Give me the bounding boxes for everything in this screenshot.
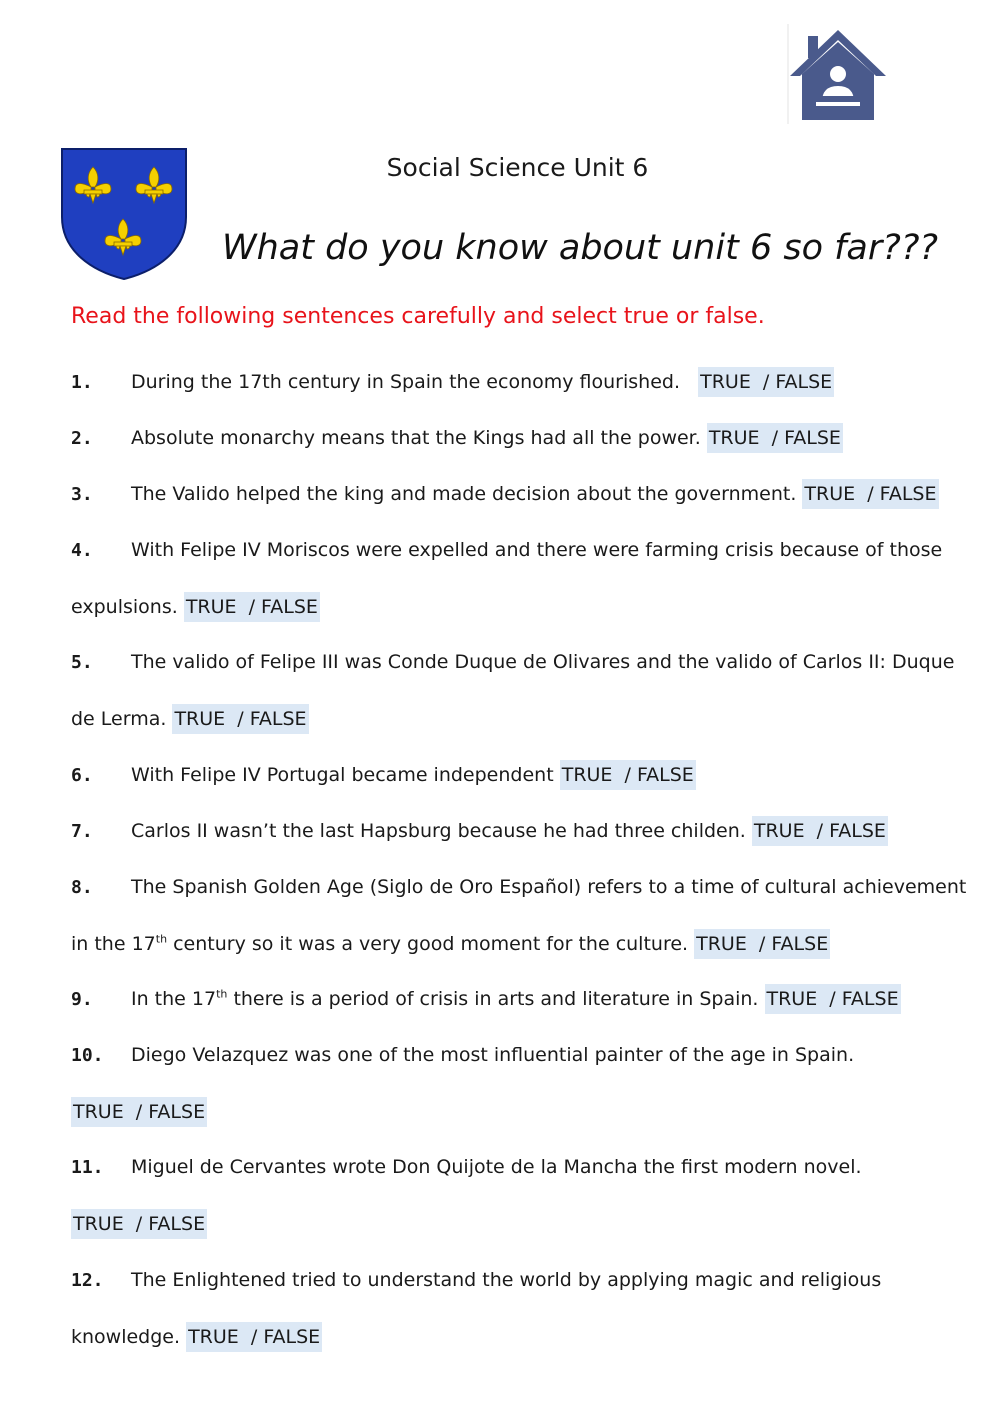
question-number: 3. (71, 484, 93, 505)
question-5 (71, 634, 971, 747)
question-12 (71, 1252, 971, 1365)
question-number: 1. (71, 372, 93, 393)
question-9 (71, 971, 971, 1028)
true-false-selector[interactable]: TRUE / FALSE (707, 423, 843, 453)
page-title: What do you know about unit 6 so far??? (222, 228, 938, 268)
question-number: 10. (71, 1045, 104, 1066)
question-text: With Felipe IV Moriscos were expelled and there were farming crisis because of those expulsions. (71, 539, 943, 618)
question-number: 9. (71, 989, 93, 1010)
question-10 (71, 1027, 971, 1140)
question-number: 2. (71, 428, 93, 449)
true-false-selector[interactable]: TRUE / FALSE (172, 704, 308, 734)
question-7 (71, 803, 971, 860)
question-number: 7. (71, 821, 93, 842)
true-false-selector[interactable]: TRUE / FALSE (71, 1097, 207, 1127)
question-number: 4. (71, 540, 93, 561)
true-false-selector[interactable]: TRUE / FALSE (560, 760, 696, 790)
question-number: 6. (71, 765, 93, 786)
question-11 (71, 1139, 971, 1252)
true-false-selector[interactable]: TRUE / FALSE (698, 367, 834, 397)
superscript: th (216, 987, 228, 1001)
true-false-selector[interactable]: TRUE / FALSE (802, 479, 938, 509)
true-false-selector[interactable]: TRUE / FALSE (694, 929, 830, 959)
question-text: The Valido helped the king and made decision about the government. (131, 483, 797, 505)
question-text: During the 17th century in Spain the economy flourished. (131, 371, 680, 393)
question-text: The valido of Felipe III was Conde Duque de Olivares and the valido of Carlos II: Duque de Lerma. (71, 651, 955, 730)
question-number: 5. (71, 652, 93, 673)
house-with-person-icon (786, 24, 890, 124)
question-2 (71, 410, 971, 467)
question-number: 8. (71, 877, 93, 898)
true-false-selector[interactable]: TRUE / FALSE (71, 1209, 207, 1239)
question-4 (71, 522, 971, 635)
question-text: Diego Velazquez was one of the most influential painter of the age in Spain. (131, 1044, 855, 1066)
question-6 (71, 747, 971, 804)
superscript: th (155, 932, 168, 946)
question-text: Absolute monarchy means that the Kings had all the power. (131, 427, 701, 449)
question-text-cont: century so it was a very good moment for the culture. (173, 933, 689, 955)
true-false-selector[interactable]: TRUE / FALSE (752, 816, 888, 846)
question-number: 11. (71, 1157, 104, 1178)
question-text: In the 17 (131, 988, 217, 1010)
question-8 (71, 859, 971, 972)
subtitle: Social Science Unit 6 (386, 153, 649, 182)
question-text: The Enlightened tried to understand the world by applying magic and religious knowledge. (71, 1269, 882, 1348)
question-number: 12. (71, 1270, 104, 1291)
question-text: With Felipe IV Portugal became independent (131, 764, 554, 786)
question-text-cont: there is a period of crisis in arts and literature in Spain. (233, 988, 759, 1010)
true-false-selector[interactable]: TRUE / FALSE (184, 592, 320, 622)
true-false-selector[interactable]: TRUE / FALSE (765, 984, 901, 1014)
question-text: Miguel de Cervantes wrote Don Quijote de la Mancha the first modern novel. (131, 1156, 862, 1178)
question-1 (71, 354, 971, 411)
question-text: The Spanish Golden Age (Siglo de Oro Español) refers to a time of cultural achievement in the 17 (71, 876, 967, 955)
instructions: Read the following sentences carefully and select true or false. (71, 304, 765, 329)
question-3 (71, 466, 971, 523)
true-false-selector[interactable]: TRUE / FALSE (186, 1322, 322, 1352)
question-text: Carlos II wasn’t the last Hapsburg because he had three childen. (131, 820, 746, 842)
